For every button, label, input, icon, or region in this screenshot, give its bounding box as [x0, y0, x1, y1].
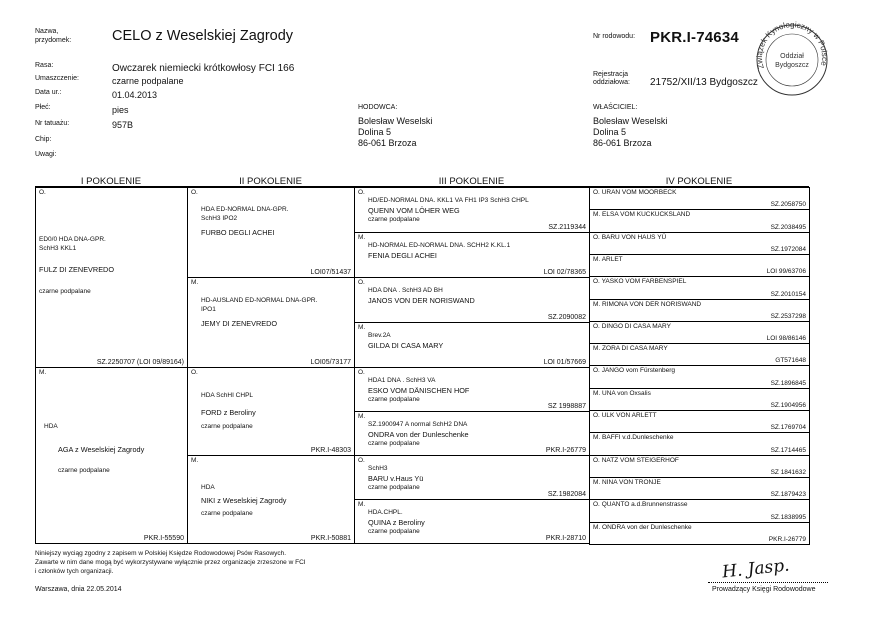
reg-number: SZ.1714465: [770, 447, 806, 454]
sex-marker: M.: [593, 256, 601, 263]
dog-entry: [593, 189, 676, 196]
gen1-dam-cell: [35, 367, 188, 544]
sex-marker: O.: [593, 457, 600, 464]
dog-name: ARLET: [601, 256, 623, 263]
dog-name: JANOS VON DER NORISWAND: [368, 296, 475, 305]
dog-name: NINA VON TRONJE: [602, 479, 661, 486]
gen4-cell-1: [589, 187, 810, 210]
club-stamp-seal: [752, 16, 832, 102]
reg-number: SZ.1896845: [770, 380, 806, 387]
reg-number: GT571648: [775, 357, 806, 364]
dog-name: NIKI z Weselskiej Zagrody: [201, 496, 287, 505]
stamp-ring-text: Związek Kynologiczny w Polsce: [754, 20, 830, 71]
dog-entry: [593, 390, 651, 397]
titles-line-1: ED0/0 HDA DNA-GPR.: [39, 236, 106, 243]
dog-name: FULZ DI ZENEVREDO: [39, 265, 115, 274]
dog-entry: [593, 278, 686, 285]
reg-number: PKR.I-50881: [310, 535, 351, 542]
sex-marker: O.: [358, 369, 365, 376]
chip-label: Chip:: [35, 136, 52, 143]
sex-marker: O.: [593, 189, 600, 196]
owner-line-3: 86-061 Brzoza: [593, 138, 652, 148]
gen2-cell-2: [187, 277, 355, 368]
titles-line: HDA DNA . SchH3 AD BH: [368, 287, 443, 294]
dog-name: BARU VON HAUS YÜ: [601, 234, 667, 241]
gen4-cell-7: [589, 321, 810, 344]
reg-number: LOI 98/86146: [766, 335, 806, 342]
gen4-cell-4: [589, 254, 810, 277]
sex-marker: M.: [358, 501, 366, 508]
breed: Owczarek niemiecki krótkowłosy FCI 166: [112, 63, 295, 74]
dog-name: ESKO VOM DÄNISCHEN HOF: [368, 386, 470, 395]
reg-number: LOI 99/63706: [766, 268, 806, 275]
titles-line-1: HDA ED-NORMAL DNA-GPR.: [201, 206, 289, 213]
sex-marker: M.: [358, 413, 366, 420]
reg-number: SZ.1982084: [547, 491, 586, 498]
sex-marker: O.: [593, 234, 600, 241]
gen4-cell-14: [589, 477, 810, 500]
gen-header-2: II POKOLENIE: [187, 176, 354, 187]
gen4-cell-5: [589, 276, 810, 300]
dog-name: URAN VOM MOORBECK: [601, 189, 677, 196]
dog-entry: [593, 323, 671, 330]
registration-label-1: Rejestracja: [593, 71, 629, 78]
registration: 21752/XII/13 Bydgoszcz: [650, 77, 758, 88]
reg-number: PKR.I-74634: [650, 29, 739, 46]
dog-name: CELO z Weselskiej Zagrody: [112, 28, 294, 44]
sex-marker: O.: [593, 412, 600, 419]
titles-line-1: HDA SchHI CHPL: [201, 392, 254, 399]
sex-marker: M.: [593, 211, 601, 218]
dog-entry: [593, 501, 688, 508]
reg-number: PKR.I-28710: [545, 535, 586, 542]
dog-name: JEMY DI ZENEVREDO: [201, 319, 278, 328]
dog-entry: [593, 479, 661, 486]
color: czarne podpalane: [112, 76, 184, 86]
owner-line-1: Bolesław Weselski: [593, 116, 668, 126]
reg-number: SZ.2010154: [770, 291, 806, 298]
titles-line: HD-NORMAL ED-NORMAL DNA. SCHH2 K.KL.1: [368, 242, 511, 249]
signature: H. Jasp.: [721, 555, 791, 583]
reg-number: SZ.1972084: [770, 246, 806, 253]
name-label-1: Nazwa,: [35, 28, 59, 35]
dog-entry: [593, 457, 679, 464]
sex-marker: O.: [358, 189, 365, 196]
breeder-label: HODOWCA:: [358, 104, 398, 111]
reg-number: SZ.2058750: [770, 201, 806, 208]
gen-header-3: III POKOLENIE: [354, 176, 589, 187]
dog-name: BARU v.Haus Yü: [368, 474, 424, 483]
sex-marker: M.: [593, 479, 601, 486]
gen3-cell-4: [354, 322, 590, 368]
dog-name: QUANTO a.d.Brunnenstrasse: [601, 501, 688, 508]
dog-name: QUENN VOM LÖHER WEG: [368, 206, 460, 215]
sex-marker: O.: [593, 501, 600, 508]
dog-entry: [593, 211, 690, 218]
gen-header-4: IV POKOLENIE: [589, 176, 809, 187]
notes-label: Uwagi:: [35, 151, 57, 158]
dog-name: FORD z Beroliny: [201, 408, 256, 417]
dog-name: ONDRA von der Dunleschenke: [602, 524, 692, 531]
gen4-cell-13: [589, 455, 810, 478]
sex-marker: M.: [593, 434, 601, 441]
reg-number: SZ 1841632: [770, 469, 806, 476]
reg-number: SZ.2250707 (LOI 09/89164): [96, 359, 184, 366]
svg-text:Bydgoszcz: Bydgoszcz: [775, 62, 809, 69]
gen4-cell-8: [589, 343, 810, 366]
dog-entry: [593, 524, 692, 531]
gen4-cell-12: [589, 432, 810, 456]
sex-marker: O.: [191, 189, 198, 196]
dob-label: Data ur.:: [35, 89, 62, 96]
gen4-cell-15: [589, 499, 810, 523]
footer-note-2: Zawarte w nim dane mogą być wykorzystywane wyłącznie przez organizacje zrzeszone w FCI: [35, 559, 306, 566]
sex-marker: M.: [593, 390, 601, 397]
gen4-cell-9: [589, 365, 810, 389]
dog-entry: [593, 434, 673, 441]
gen1-sire-cell: [35, 187, 188, 368]
dog-name: AGA z Weselskiej Zagrody: [58, 445, 145, 454]
dog-name: GILDA DI CASA MARY: [368, 341, 444, 350]
breeder-line-3: 86-061 Brzoza: [358, 138, 417, 148]
sex-marker: O.: [593, 323, 600, 330]
registration-label-2: oddziałowa:: [593, 79, 630, 86]
sex-label: Płeć:: [35, 104, 51, 111]
reg-number: SZ 1998887: [547, 403, 586, 410]
gen2-cell-4: [187, 455, 355, 544]
owner-label: WŁAŚCICIEL:: [593, 104, 638, 111]
reg-number: PKR.I-48303: [310, 447, 351, 454]
dog-name: FENIA DEGLI ACHEI: [368, 251, 437, 260]
titles-line: SZ.1900947 A normal SchH2 DNA: [368, 421, 468, 428]
tattoo-label: Nr tatuażu:: [35, 120, 70, 127]
sex-marker: O.: [39, 189, 46, 196]
gen4-cell-10: [589, 388, 810, 411]
reg-number: PKR.I-26779: [768, 536, 806, 543]
dog-color: czarne podpalane: [58, 467, 110, 474]
breed-label: Rasa:: [35, 62, 54, 69]
reg-number: SZ.1904956: [770, 402, 806, 409]
reg-number: SZ.1879423: [770, 491, 806, 498]
sex-marker: O.: [358, 279, 365, 286]
titles-line: Brev.2A: [368, 332, 391, 339]
footer-note-1: Niniejszy wyciąg zgodny z zapisem w Polskiej Księdze Rodowodowej Psów Rasowych.: [35, 550, 287, 557]
dog-color: czarne podpalane: [39, 288, 91, 295]
reg-number: LOI05/73177: [310, 359, 351, 366]
gen4-cell-2: [589, 209, 810, 233]
dog-name: ZORA DI CASA MARY: [602, 345, 668, 352]
place-date: Warszawa, dnia 22.05.2014: [35, 586, 122, 593]
sex-marker: M.: [39, 369, 47, 376]
reg-label: Nr rodowodu:: [593, 33, 636, 40]
gen3-cell-8: [354, 499, 590, 544]
dog-name: ONDRA von der Dunleschenke: [368, 430, 469, 439]
gen-header-1: I POKOLENIE: [35, 176, 187, 187]
reg-number: SZ.2537298: [770, 313, 806, 320]
reg-number: SZ.2119344: [548, 224, 586, 231]
sex-marker: O.: [191, 369, 198, 376]
gen2-cell-3: [187, 367, 355, 456]
dog-color: czarne podpalane: [368, 396, 420, 403]
sex-marker: M.: [593, 345, 601, 352]
titles-line: SchH3: [368, 465, 388, 472]
dog-name: FURBO DEGLI ACHEI: [201, 228, 275, 237]
reg-number: LOI07/51437: [310, 269, 351, 276]
breeder-line-2: Dolina 5: [358, 127, 392, 137]
dog-name: NATZ VOM STEIGERHOF: [601, 457, 679, 464]
dog-color: czarne podpalane: [201, 423, 253, 430]
svg-text:Oddział: Oddział: [780, 53, 804, 60]
signature-line: [708, 582, 828, 583]
sex-marker: M.: [593, 524, 601, 531]
titles-line-2: IPO1: [201, 306, 216, 313]
gen4-cell-6: [589, 299, 810, 322]
dog-entry: [593, 367, 675, 374]
sex-marker: O.: [593, 367, 600, 374]
titles-line-1: HDA: [44, 423, 58, 430]
dog-name: RIMONA VON DER NORISWAND: [602, 301, 702, 308]
gen3-cell-7: [354, 455, 590, 500]
dog-color: czarne podpalane: [368, 484, 420, 491]
footer-note-3: i członków tych organizacji.: [35, 568, 114, 575]
titles-line: HDA1 DNA . SchH3 VA: [368, 377, 436, 384]
dob: 01.04.2013: [112, 90, 158, 100]
gen3-cell-3: [354, 277, 590, 323]
sex-marker: M.: [358, 324, 366, 331]
titles-line-2: SchH3 IPO2: [201, 215, 238, 222]
dog-name: DINGO DI CASA MARY: [601, 323, 671, 330]
titles-line: HD/ED-NORMAL DNA. KKL1 VA FH1 IP3 SchH3 CHPL: [368, 197, 529, 204]
signer-title: Prowadzący Księgi Rodowodowe: [712, 586, 816, 593]
sex-marker: M.: [191, 279, 199, 286]
sex-marker: M.: [191, 457, 199, 464]
dog-color: czarne podpalane: [368, 216, 420, 223]
gen3-cell-5: [354, 367, 590, 412]
reg-number: SZ.1769704: [770, 424, 806, 431]
sex: pies: [112, 105, 129, 115]
dog-color: czarne podpalane: [201, 510, 253, 517]
dog-name: JANGO vom Fürstenberg: [601, 367, 676, 374]
reg-number: SZ.2038495: [770, 224, 806, 231]
tattoo: 957B: [112, 120, 134, 130]
dog-entry: [593, 412, 657, 419]
dog-color: czarne podpalane: [368, 440, 420, 447]
reg-number: SZ.2090082: [547, 314, 586, 321]
titles-line-1: HD-AUSLAND ED-NORMAL DNA-GPR.: [201, 297, 318, 304]
dog-entry: [593, 234, 666, 241]
reg-number: PKR.I-55590: [143, 535, 184, 542]
gen3-cell-6: [354, 411, 590, 456]
reg-number: LOI 01/57669: [543, 359, 586, 366]
dog-name: BAFFI v.d.Dunleschenke: [602, 434, 674, 441]
sex-marker: M.: [593, 301, 601, 308]
titles-line: HDA.CHPL.: [368, 509, 403, 516]
dog-entry: [593, 256, 623, 263]
owner-line-2: Dolina 5: [593, 127, 627, 137]
titles-line-1: HDA: [201, 484, 215, 491]
reg-number: LOI 02/78365: [543, 269, 586, 276]
dog-entry: [593, 301, 701, 308]
dog-name: QUINA z Beroliny: [368, 518, 425, 527]
reg-number: PKR.I-26779: [545, 447, 586, 454]
color-label: Umaszczenie:: [35, 75, 79, 82]
gen3-cell-1: [354, 187, 590, 233]
gen2-cell-1: [187, 187, 355, 278]
breeder-line-1: Bolesław Weselski: [358, 116, 433, 126]
dog-name: UNA von Oxsalis: [602, 390, 651, 397]
sex-marker: O.: [358, 457, 365, 464]
dog-name: YASKO VOM FARBENSPIEL: [601, 278, 687, 285]
dog-entry: [593, 345, 668, 352]
sex-marker: M.: [358, 234, 366, 241]
titles-line-2: SchH3 KKL1: [39, 245, 77, 252]
reg-number: SZ.1838995: [770, 514, 806, 521]
sex-marker: O.: [593, 278, 600, 285]
gen4-cell-3: [589, 232, 810, 255]
name-label-2: przydomek:: [35, 37, 72, 44]
dog-name: ELSA VOM KUCKUCKSLAND: [602, 211, 691, 218]
gen4-cell-11: [589, 410, 810, 433]
dog-color: czarne podpalane: [368, 528, 420, 535]
gen4-cell-16: [589, 522, 810, 545]
dog-name: ULK VON ARLETT: [601, 412, 657, 419]
gen3-cell-2: [354, 232, 590, 278]
